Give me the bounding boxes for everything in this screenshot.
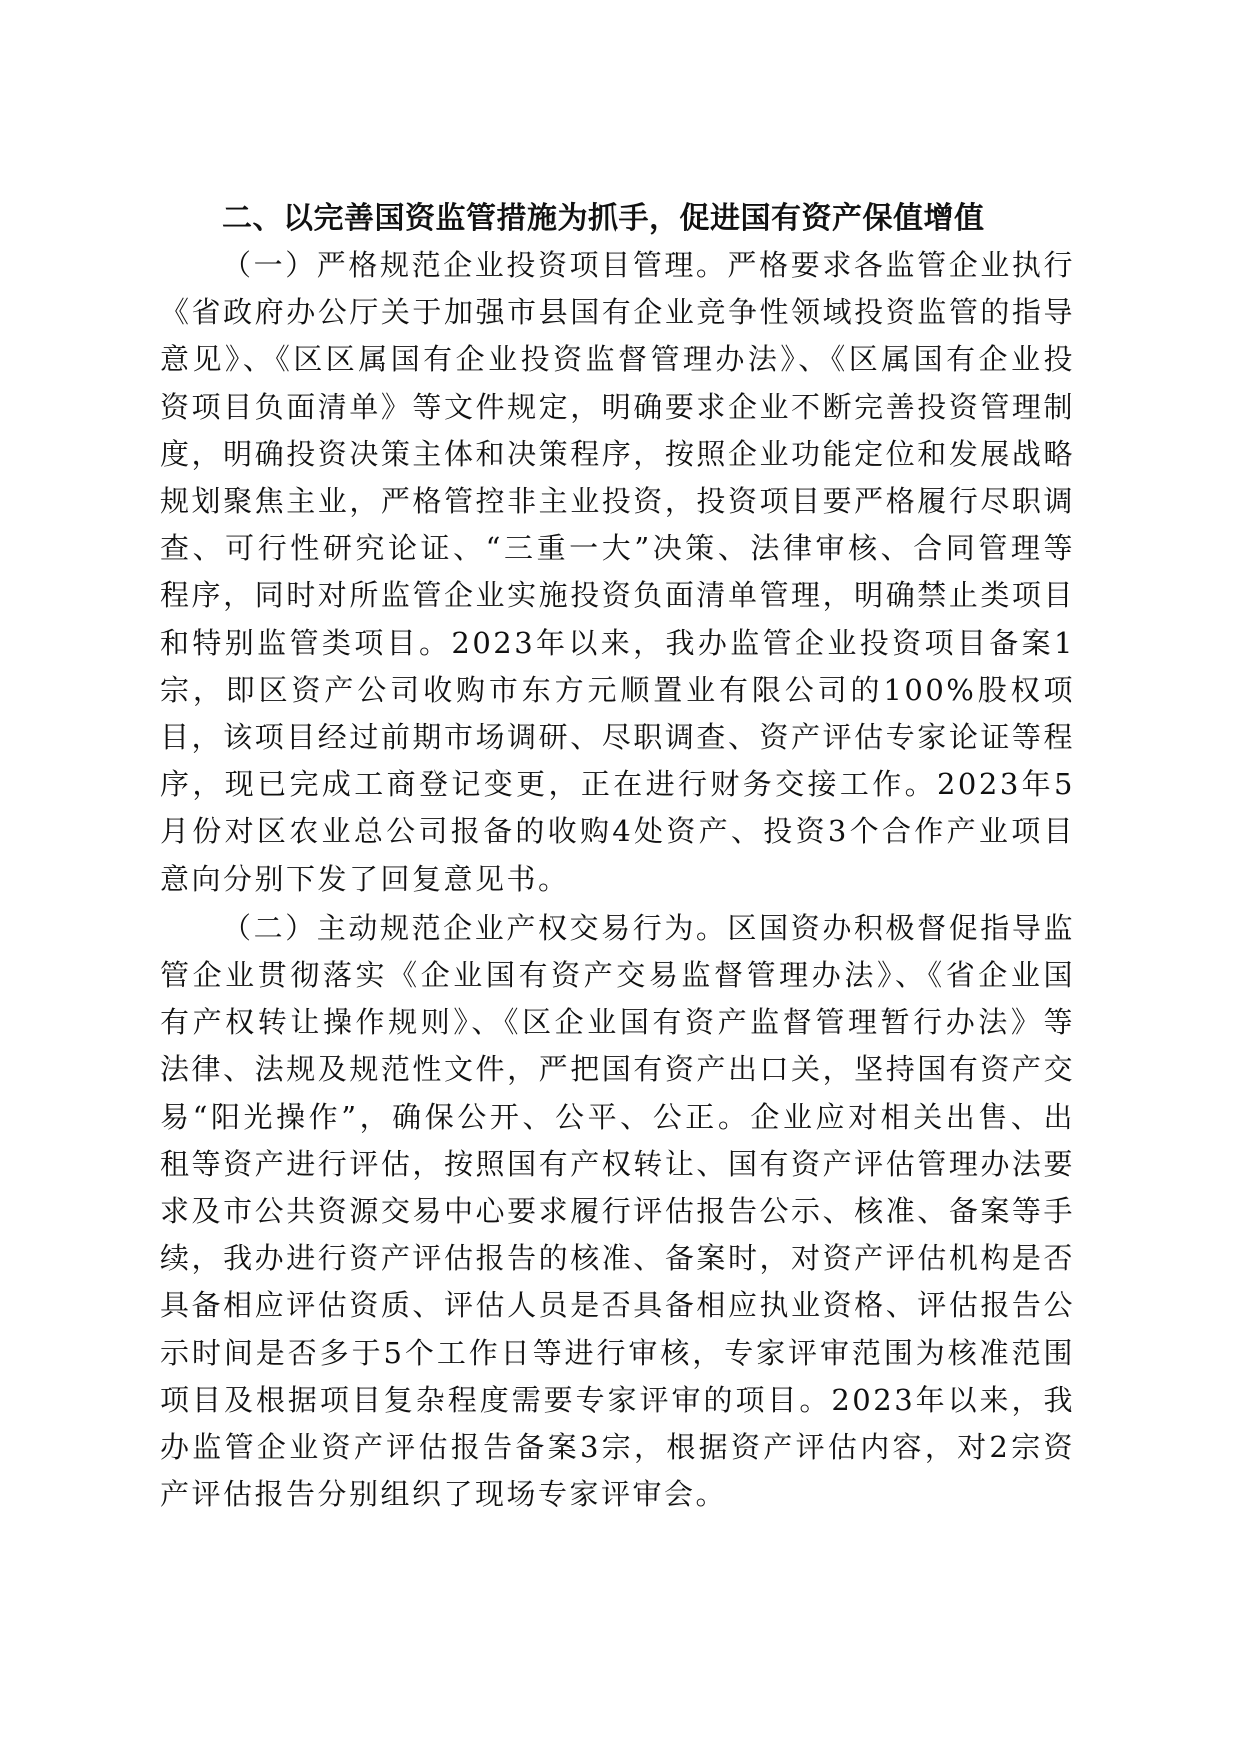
paragraph-property-transactions: （二）主动规范企业产权交易行为。区国资办积极督促指导监管企业贯彻落实《企业国有资产交易监督管理办法》、《省企业国有产权转让操作规则》、《区企业国有资产监督管理暂行办法》等法律、法规及规范性文件，严把国有资产出口关，坚持国有资产交易“阳光操作”，确保公开、公平、公正。企业应对相关出售、出租等资产进行评估，按照国有产权转让、国有资产评估管理办法要求及市公共资源交易中心要求履行评估报告公示、核准、备案等手续，我办进行资产评估报告的核准、备案时，对资产评估机构是否具备相应评估资质、评估人员是否具备相应执业资格、评估报告公示时间是否多于5个工作日等进行审核，专家评审范围为核准范围项目及根据项目复杂程度需要专家评审的项目。2023年以来，我办监管企业资产评估报告备案3宗，根据资产评估内容，对2宗资产评估报告分别组织了现场专家评审会。 (160, 910, 1075, 1512)
document-body (160, 195, 1075, 1518)
section-heading: 二、以完善国资监管措施为抓手，促进国有资产保值增值 (222, 201, 985, 236)
paragraph-investment-management: （一）严格规范企业投资项目管理。严格要求各监管企业执行《省政府办公厅关于加强市县国有企业竞争性领域投资监管的指导意见》、《区区属国有企业投资监督管理办法》、《区属国有企业投资项目负面清单》等文件规定，明确要求企业不断完善投资管理制度，明确投资决策主体和决策程序，按照企业功能定位和发展战略规划聚焦主业，严格管控非主业投资，投资项目要严格履行尽职调查、可行性研究论证、“三重一大”决策、法律审核、合同管理等程序，同时对所监管企业实施投资负面清单管理，明确禁止类项目和特别监管类项目。2023年以来，我办监管企业投资项目备案1宗，即区资产公司收购市东方元顺置业有限公司的100%股权项目，该项目经过前期市场调研、尽职调查、资产评估专家论证等程序，现已完成工商登记变更，正在进行财务交接工作。2023年5月份对区农业总公司报备的收购4处资产、投资3个合作产业项目意向分别下发了回复意见书。 (160, 248, 1075, 896)
